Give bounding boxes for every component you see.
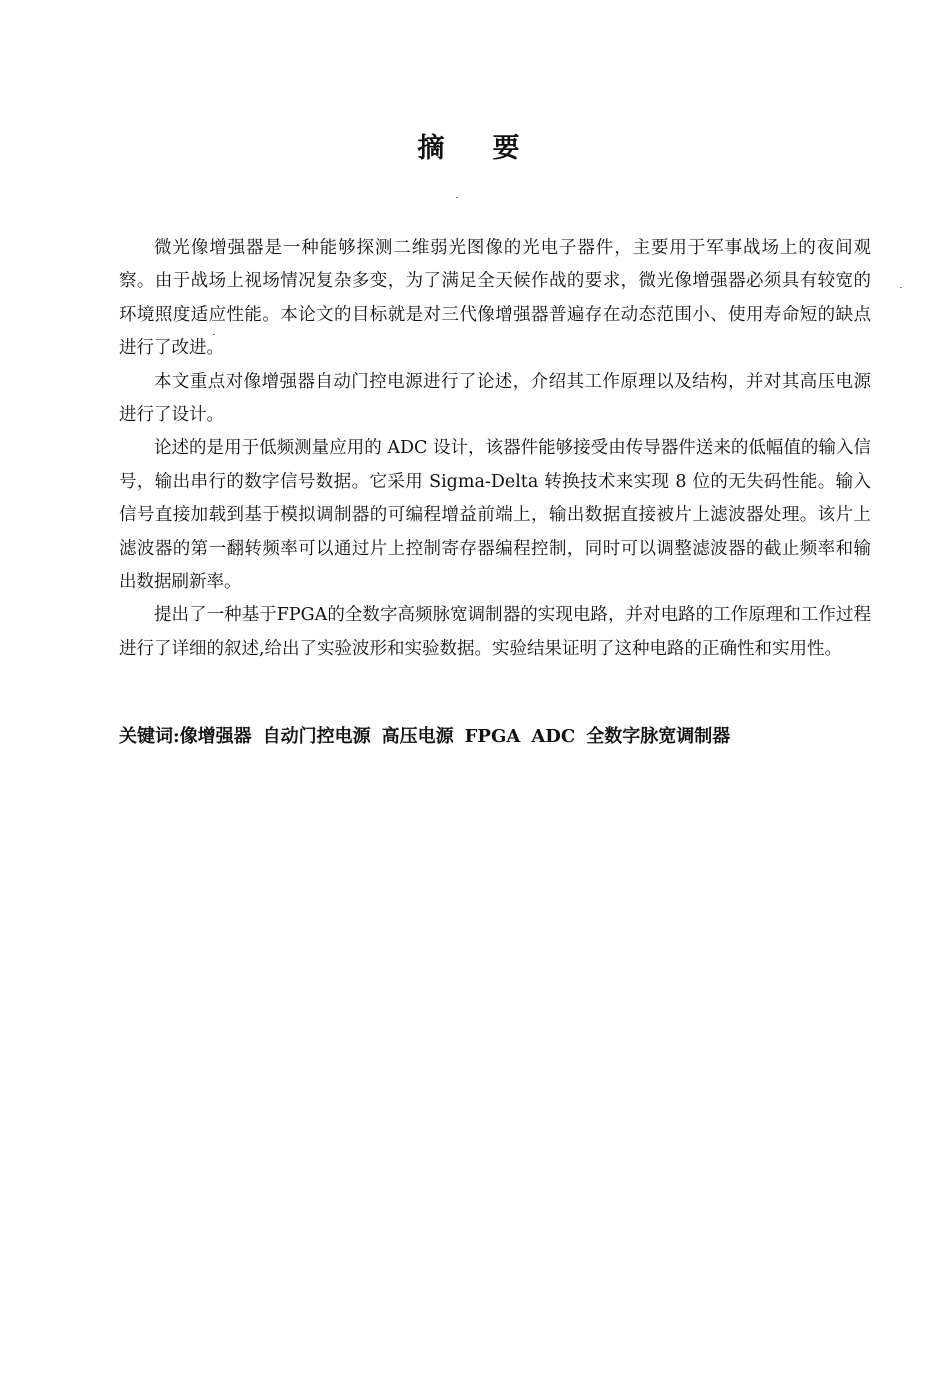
- keyword-item: 高压电源: [381, 726, 454, 747]
- scan-speck: [456, 197, 458, 198]
- keyword-item: 像增强器: [179, 726, 252, 747]
- keyword-item: FPGA: [464, 726, 521, 747]
- abstract-paragraph-2: 本文重点对像增强器自动门控电源进行了论述，介绍其工作原理以及结构，并对其高压电源进行了设计。: [119, 371, 871, 426]
- keyword-item: 全数字脉宽调制器: [586, 726, 731, 747]
- abstract-body: [119, 232, 871, 666]
- keywords-line: [119, 722, 879, 752]
- abstract-paragraph-4: 提出了一种基于FPGA的全数字高频脉宽调制器的实现电路，并对电路的工作原理和工作过程进行了详细的叙述,给出了实验波形和实验数据。实验结果证明了这种电路的正确性和实用性。: [119, 605, 871, 659]
- keyword-item: ADC: [531, 726, 576, 747]
- keyword-item: 自动门控电源: [262, 726, 371, 747]
- abstract-paragraph-3: 论述的是用于低频测量应用的 ADC 设计，该器件能够接受由传导器件送来的低幅值的输入信号，输出串行的数字信号数据。它采用 Sigma-Delta 转换技术来实现 8 位的无失码性能。输入信号直接加载到基于模拟调制器的可编程增益前端上，输出数据直接被片上滤波器处理。该片上滤波器的第一翻转频率可以通过片上控制寄存器编程控制，同时可以调整滤波器的截止频率和输出数据刷新率。: [119, 438, 871, 593]
- abstract-paragraph-1: 微光像增强器是一种能够探测二维弱光图像的光电子器件，主要用于军事战场上的夜间观察。由于战场上视场情况复杂多变，为了满足全天候作战的要求，微光像增强器必须具有较宽的环境照度适应性能。本论文的目标就是对三代像增强器普遍存在动态范围小、使用寿命短的缺点进行了改进。: [119, 238, 871, 359]
- abstract-title: 摘要: [417, 133, 568, 164]
- scan-speck: [900, 287, 902, 288]
- keywords-label: 关键词:: [119, 726, 180, 747]
